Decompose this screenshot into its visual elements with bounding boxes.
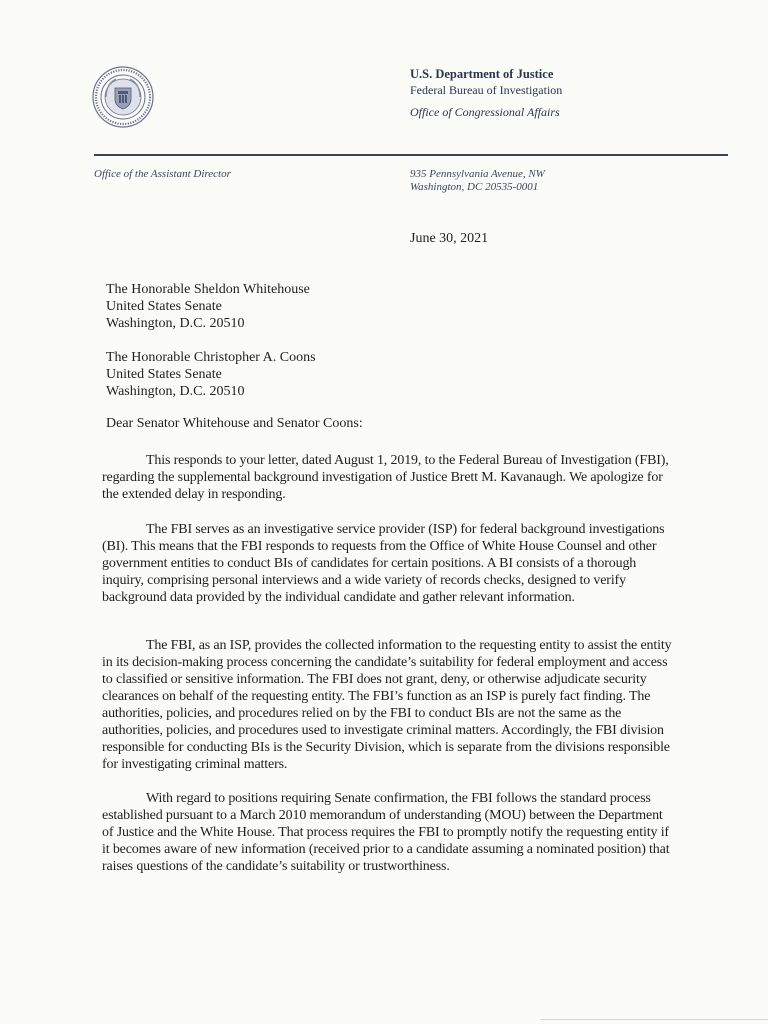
office-name: Office of Congressional Affairs (410, 105, 560, 119)
page-edge (540, 1019, 768, 1020)
salutation: Dear Senator Whitehouse and Senator Coons: (106, 416, 363, 431)
recipient-block (106, 281, 310, 332)
body-paragraph: The FBI serves as an investigative service provider (ISP) for federal background investigations (BI). This means that the FBI responds to requests from the Office of White House Counsel and other government entities to conduct BIs of candidates for certain positions. A BI consists of a thorough inquiry, comprising personal interviews and a wide variety of records checks, designed to verify background data provided by the individual candidate and gather relevant information. (102, 522, 665, 605)
bureau-name: Federal Bureau of Investigation (410, 83, 563, 97)
office-address (410, 168, 545, 194)
fbi-seal-icon (92, 66, 154, 128)
recipient-org: United States Senate (106, 367, 222, 382)
address-line-1: 935 Pennsylvania Avenue, NW (410, 168, 545, 180)
recipient-city: Washington, D.C. 20510 (106, 384, 245, 399)
recipient-name: The Honorable Sheldon Whitehouse (106, 282, 310, 297)
header-divider (94, 154, 728, 156)
address-line-2: Washington, DC 20535-0001 (410, 181, 539, 193)
recipient-org: United States Senate (106, 299, 222, 314)
recipient-name: The Honorable Christopher A. Coons (106, 350, 316, 365)
agency-block (410, 66, 562, 120)
body-paragraph: With regard to positions requiring Senate confirmation, the FBI follows the standard process established pursuant to a March 2010 memorandum of understanding (MOU) between the Department of Justice and the White House. That process requires the FBI to promptly notify the requesting entity if it becomes aware of new information (received prior to a candidate assuming a nominated position) that raises questions of the candidate’s suitability or trustworthiness. (102, 791, 670, 874)
department-name: U.S. Department of Justice (410, 67, 554, 81)
from-office: Office of the Assistant Director (94, 168, 231, 180)
recipient-city: Washington, D.C. 20510 (106, 316, 245, 331)
letter-date: June 30, 2021 (410, 231, 489, 246)
body-paragraph: This responds to your letter, dated August 1, 2019, to the Federal Bureau of Investigation (FBI), regarding the supplemental background investigation of Justice Brett M. Kavanaugh. We apologize for the extended delay in responding. (102, 453, 669, 502)
recipient-block (106, 349, 316, 400)
body-paragraph: The FBI, as an ISP, provides the collected information to the requesting entity to assist the entity in its decision-making process concerning the candidate’s suitability for federal employment and access to classified or sensitive information. The FBI does not grant, deny, or otherwise adjudicate security clearances on behalf of the requesting entity. The FBI’s function as an ISP is purely fact finding. The authorities, policies, and procedures relied on by the FBI to conduct BIs are not the same as the authorities, policies, and procedures used to investigate criminal matters. Accordingly, the FBI division responsible for conducting BIs is the Security Division, which is separate from the divisions responsible for investigating criminal matters. (102, 638, 672, 772)
